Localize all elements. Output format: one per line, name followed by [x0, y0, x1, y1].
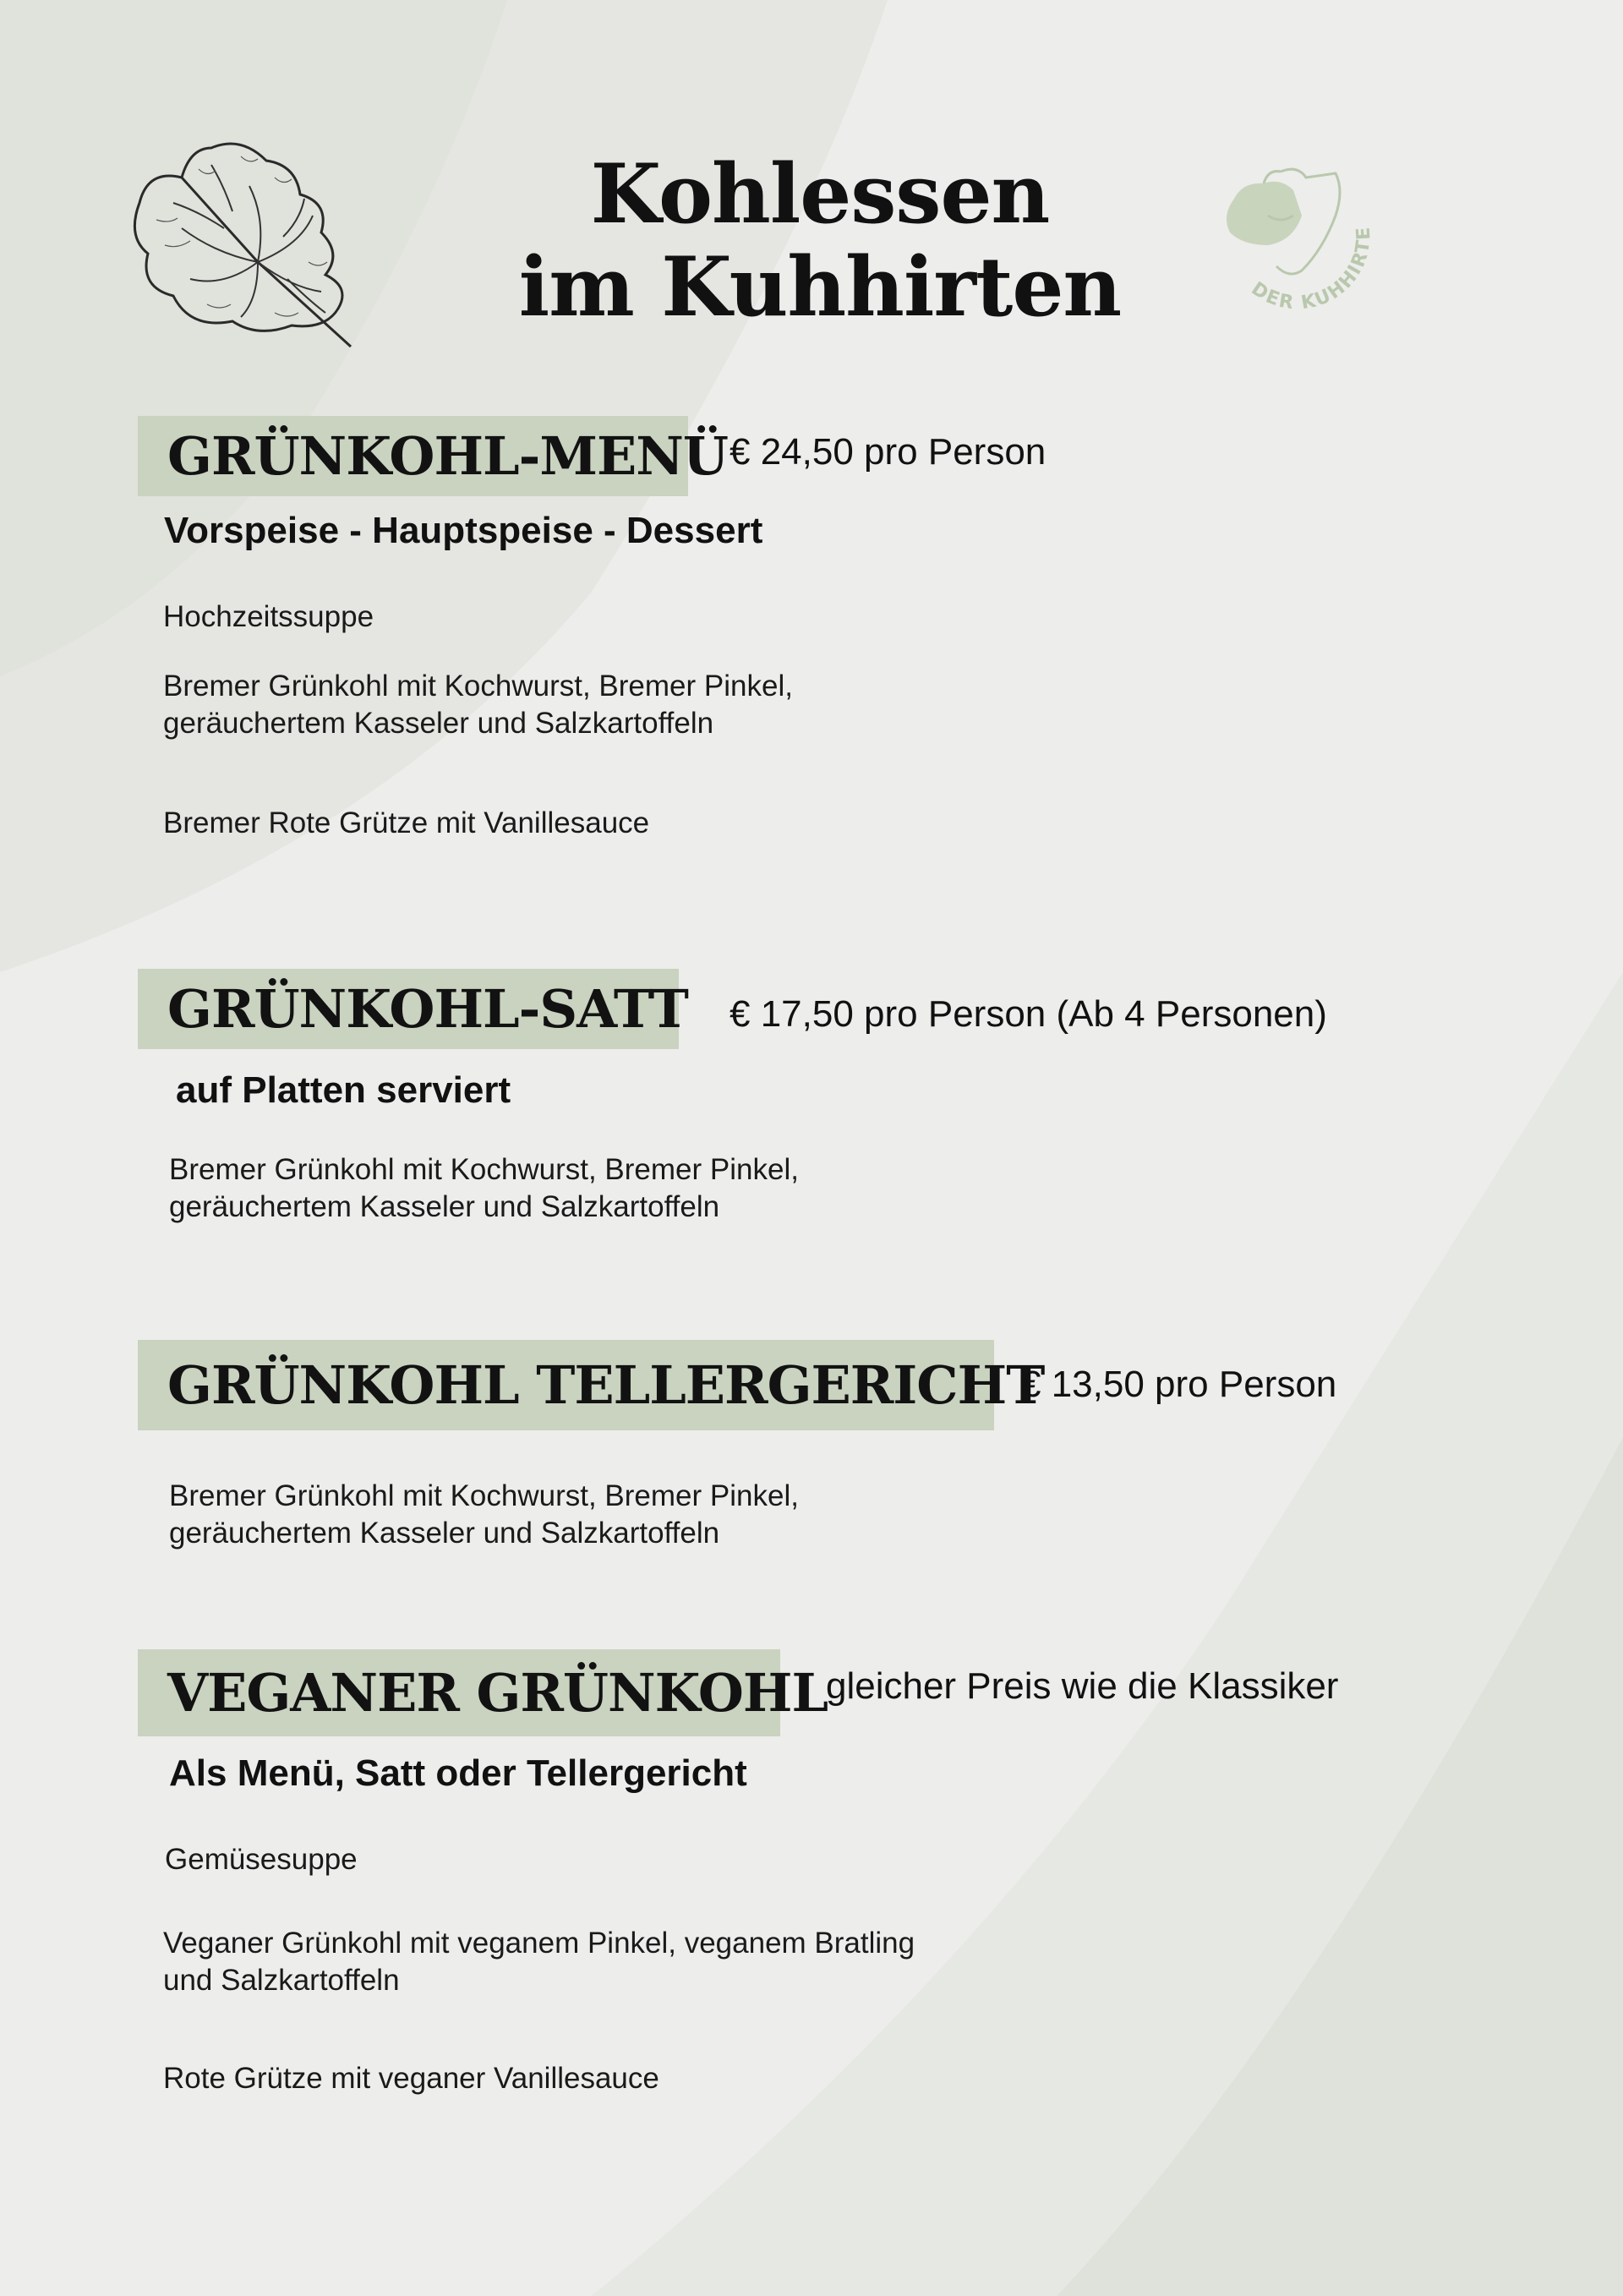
menu-item: Bremer Grünkohl mit Kochwurst, Bremer Pinkel, geräuchertem Kasseler und Salzkartoffeln: [163, 670, 793, 740]
price-satt: € 17,50 pro Person (Ab 4 Personen): [730, 993, 1327, 1035]
menu-item: Hochzeitssuppe: [163, 600, 374, 633]
subtitle-vegan: Als Menü, Satt oder Tellergericht: [169, 1752, 747, 1794]
price-vegan: gleicher Preis wie die Klassiker: [826, 1665, 1339, 1707]
menu-item: Veganer Grünkohl mit veganem Pinkel, veganem Bratling und Salzkartoffeln: [163, 1927, 915, 1997]
price-menu: € 24,50 pro Person: [730, 431, 1046, 473]
title-line-1: Kohlessen: [590, 146, 1050, 242]
menu-item: Bremer Rote Grütze mit Vanillesauce: [163, 806, 650, 839]
kale-leaf-icon: [131, 118, 385, 355]
der-kuhhirte-logo: [1217, 165, 1382, 321]
title-line-2: im Kuhhirten: [518, 239, 1122, 335]
heading-text: GRÜNKOHL TELLERGERICHT: [167, 1354, 1045, 1416]
logo-text: DER KUHHIRTE: [1247, 225, 1375, 314]
subtitle-satt: auf Platten serviert: [176, 1069, 511, 1111]
price-tellergericht: € 13,50 pro Person: [1020, 1364, 1337, 1405]
menu-item: Rote Grütze mit veganer Vanillesauce: [163, 2062, 659, 2095]
heading-text: GRÜNKOHL-SATT: [167, 978, 688, 1040]
section-heading-menu: [138, 416, 728, 496]
menu-item: Bremer Grünkohl mit Kochwurst, Bremer Pinkel, geräuchertem Kasseler und Salzkartoffeln: [169, 1153, 799, 1223]
subtitle-menu: Vorspeise - Hauptspeise - Dessert: [164, 510, 763, 551]
heading-text: VEGANER GRÜNKOHL: [167, 1662, 828, 1724]
page-title: [473, 148, 1167, 334]
menu-item: Gemüsesuppe: [165, 1843, 358, 1876]
menu-item: Bremer Grünkohl mit Kochwurst, Bremer Pinkel, geräuchertem Kasseler und Salzkartoffeln: [169, 1479, 799, 1550]
section-heading-vegan: [138, 1649, 828, 1736]
cow-head-icon: [1227, 182, 1302, 245]
section-heading-tellergericht: [138, 1340, 1045, 1430]
section-heading-satt: [138, 969, 688, 1049]
heading-text: GRÜNKOHL-MENÜ: [167, 425, 728, 487]
